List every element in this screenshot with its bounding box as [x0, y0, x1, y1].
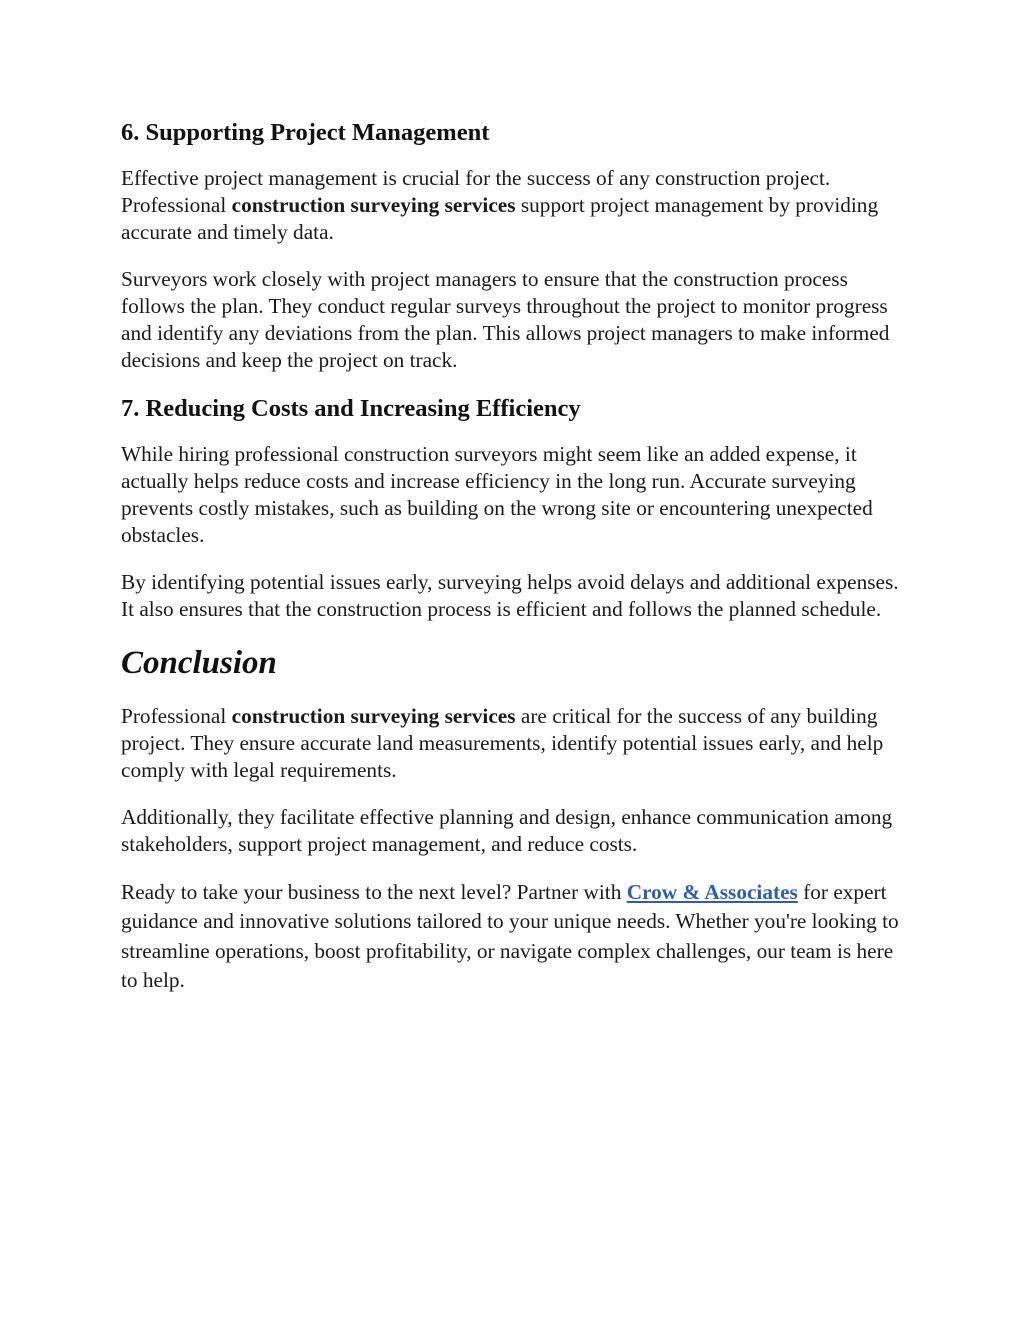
conclusion-paragraph-2: Additionally, they facilitate effective planning and design, enhance communication among stakeholders, support project management, and reduce costs. — [121, 805, 893, 856]
crow-associates-link[interactable]: Crow & Associates — [626, 880, 798, 904]
section-6-p1-text-end: support project management by providing accurate and timely data. — [121, 193, 879, 244]
section-6-paragraph-1 — [121, 165, 911, 246]
section-7-paragraph-2: By identifying potential issues early, surveying helps avoid delays and additional expenses. It also ensures that the construction process is efficient and follows the planned schedule. — [121, 570, 899, 621]
document-page — [121, 118, 911, 1015]
section-7-paragraph-1: While hiring professional construction surveyors might seem like an added expense, it actually helps reduce costs and increase efficiency in the long run. Accurate surveying prevents costly mistakes, such as building on the wrong site or encountering unexpected obstacles. — [121, 442, 873, 547]
section-7-heading: 7. Reducing Costs and Increasing Efficiency — [121, 395, 581, 422]
conclusion-p1-bold-phrase: construction surveying services — [231, 704, 516, 728]
conclusion-p3-text-end: for expert guidance and innovative solutions tailored to your unique needs. Whether you're looking to streamline operations, boost profitability, or navigate complex challenges, our team is here to help. — [121, 880, 899, 992]
conclusion-heading: Conclusion — [121, 645, 277, 681]
conclusion-p1-text-start: Professional — [121, 704, 232, 728]
conclusion-p1-text-end: are critical for the success of any building project. They ensure accurate land measurements, identify potential issues early, and help comply with legal requirements. — [121, 704, 884, 782]
conclusion-paragraph-3 — [121, 878, 911, 995]
section-6-paragraph-2: Surveyors work closely with project managers to ensure that the construction process follows the plan. They conduct regular surveys throughout the project to monitor progress and identify any deviations from the plan. This allows project managers to make informed decisions and keep the project on track. — [121, 267, 890, 372]
section-6-heading: 6. Supporting Project Management — [121, 119, 490, 146]
conclusion-paragraph-1 — [121, 703, 911, 784]
conclusion-p3-text-start: Ready to take your business to the next level? Partner with — [121, 880, 627, 904]
section-6-p1-text-start: Effective project management is crucial for the success of any construction project. Professional — [121, 166, 831, 217]
section-6-p1-bold-phrase: construction surveying services — [231, 193, 516, 217]
